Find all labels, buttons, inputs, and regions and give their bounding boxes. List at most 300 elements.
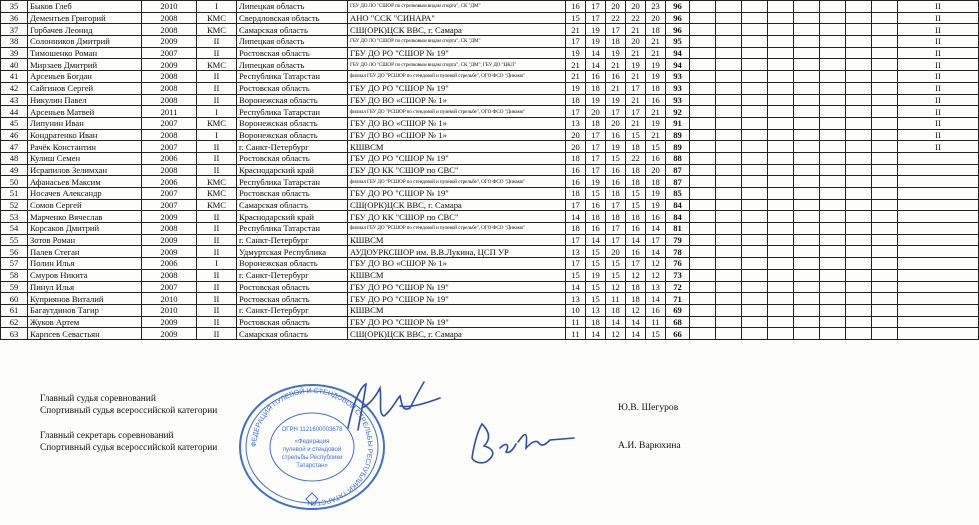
table-row: [1, 106, 979, 118]
seal-center-text-line2: пулевой и стендовой: [282, 447, 342, 453]
series-3-cell: 12: [606, 281, 626, 293]
total-score-cell: 73: [666, 269, 690, 281]
empty-cell: [872, 1, 898, 13]
table-row: [1, 12, 979, 24]
table-row: [1, 117, 979, 129]
region-cell: Республика Татарстан: [237, 71, 348, 83]
organization-cell: филиал ГБУ ДО "РСШОР по стендовой и пулевой стрельбе", ОГО ФСО "Динамо": [348, 176, 566, 188]
sport-rank-cell: II: [197, 246, 237, 258]
sport-rank-cell: I: [197, 106, 237, 118]
series-4-cell: 20: [626, 1, 646, 13]
empty-cell: [794, 129, 820, 141]
sport-rank-cell: КМС: [197, 117, 237, 129]
empty-cell: [794, 36, 820, 48]
empty-cell: [742, 94, 768, 106]
empty-cell: [872, 269, 898, 281]
seal-center-text: «Федерация: [294, 439, 330, 445]
place-cell: 43: [1, 94, 28, 106]
sport-rank-cell: II: [197, 234, 237, 246]
empty-cell: [716, 12, 742, 24]
empty-cell: [846, 47, 872, 59]
region-cell: Ростовская область: [237, 316, 348, 328]
region-cell: г. Санкт-Петербург: [237, 304, 348, 316]
region-cell: Ростовская область: [237, 47, 348, 59]
result-rank-cell: [898, 164, 979, 176]
athlete-name-cell: Корсаков Дмитрий: [28, 223, 142, 235]
table-row: [1, 176, 979, 188]
series-5-cell: 12: [646, 258, 666, 270]
empty-cell: [794, 316, 820, 328]
region-cell: Краснодарский край: [237, 211, 348, 223]
series-5-cell: 14: [646, 223, 666, 235]
series-5-cell: 19: [646, 117, 666, 129]
empty-cell: [768, 71, 794, 83]
empty-cell: [690, 129, 716, 141]
empty-cell: [742, 47, 768, 59]
region-cell: г. Санкт-Петербург: [237, 269, 348, 281]
place-cell: 55: [1, 234, 28, 246]
total-score-cell: 94: [666, 59, 690, 71]
series-4-cell: 18: [626, 176, 646, 188]
empty-cell: [716, 117, 742, 129]
empty-cell: [768, 304, 794, 316]
empty-cell: [768, 176, 794, 188]
empty-cell: [820, 188, 846, 200]
series-3-cell: 17: [606, 106, 626, 118]
empty-cell: [690, 164, 716, 176]
organization-cell: ГБУ ДО РО "СШОР № 19": [348, 281, 566, 293]
athlete-name-cell: Быков Глеб: [28, 1, 142, 13]
empty-cell: [872, 117, 898, 129]
birth-year-cell: 2010: [142, 1, 197, 13]
series-1-cell: 16: [566, 176, 586, 188]
region-cell: Республика Татарстан: [237, 176, 348, 188]
total-score-cell: 91: [666, 117, 690, 129]
empty-cell: [872, 82, 898, 94]
table-row: [1, 47, 979, 59]
empty-cell: [716, 36, 742, 48]
empty-cell: [768, 211, 794, 223]
empty-cell: [742, 211, 768, 223]
birth-year-cell: 2008: [142, 129, 197, 141]
empty-cell: [690, 36, 716, 48]
empty-cell: [872, 328, 898, 340]
sport-rank-cell: КМС: [197, 24, 237, 36]
birth-year-cell: 2009: [142, 36, 197, 48]
chief-judge-name: Ю.В. Шегуров: [618, 402, 679, 413]
organization-cell: филиал ГБУ ДО "РСШОР по стендовой и пулевой стрельбе", ОГО ФСО "Динамо": [348, 106, 566, 118]
total-score-cell: 72: [666, 281, 690, 293]
empty-cell: [690, 281, 716, 293]
series-1-cell: 14: [566, 211, 586, 223]
athlete-name-cell: Марченко Вячеслав: [28, 211, 142, 223]
series-5-cell: 16: [646, 152, 666, 164]
seal-center-text-line4: Татарстан»: [296, 463, 328, 469]
empty-cell: [794, 328, 820, 340]
athlete-name-cell: Сомов Сергей: [28, 199, 142, 211]
place-cell: 61: [1, 304, 28, 316]
result-rank-cell: [898, 199, 979, 211]
empty-cell: [846, 304, 872, 316]
series-5-cell: 15: [646, 328, 666, 340]
empty-cell: [742, 152, 768, 164]
series-1-cell: 10: [566, 304, 586, 316]
empty-cell: [872, 234, 898, 246]
table-row: [1, 269, 979, 281]
series-5-cell: 16: [646, 94, 666, 106]
chief-judge-block: [40, 393, 217, 417]
series-2-cell: 17: [586, 12, 606, 24]
series-4-cell: 18: [626, 141, 646, 153]
series-1-cell: 17: [566, 258, 586, 270]
series-2-cell: 17: [586, 129, 606, 141]
series-1-cell: 18: [566, 223, 586, 235]
empty-cell: [742, 1, 768, 13]
empty-cell: [872, 258, 898, 270]
region-cell: Свердловская область: [237, 12, 348, 24]
result-rank-cell: II: [898, 141, 979, 153]
empty-cell: [820, 129, 846, 141]
empty-cell: [690, 246, 716, 258]
series-4-cell: 20: [626, 36, 646, 48]
series-1-cell: 17: [566, 36, 586, 48]
series-3-cell: 17: [606, 199, 626, 211]
empty-cell: [872, 246, 898, 258]
organization-cell: ГБУ ДО ВО «СШОР № 1»: [348, 117, 566, 129]
series-2-cell: 14: [586, 59, 606, 71]
empty-cell: [820, 211, 846, 223]
empty-cell: [768, 269, 794, 281]
result-rank-cell: II: [898, 1, 979, 13]
organization-cell: ГБУ ДО ЛО "СШОР по стрелковым видам спорта", СК "ДМ", ГБУ ДО "ЦКЛ": [348, 59, 566, 71]
series-1-cell: 17: [566, 199, 586, 211]
birth-year-cell: 2009: [142, 59, 197, 71]
sport-rank-cell: I: [197, 258, 237, 270]
series-3-cell: 17: [606, 234, 626, 246]
empty-cell: [716, 304, 742, 316]
empty-cell: [716, 293, 742, 305]
region-cell: Республика Татарстан: [237, 223, 348, 235]
region-cell: Воронежская область: [237, 129, 348, 141]
empty-cell: [872, 316, 898, 328]
birth-year-cell: 2007: [142, 117, 197, 129]
empty-cell: [846, 141, 872, 153]
table-row: [1, 36, 979, 48]
series-5-cell: 18: [646, 24, 666, 36]
series-2-cell: 18: [586, 316, 606, 328]
sport-rank-cell: II: [197, 141, 237, 153]
sport-rank-cell: I: [197, 1, 237, 13]
series-2-cell: 15: [586, 188, 606, 200]
empty-cell: [846, 223, 872, 235]
athlete-name-cell: Арсеньев Матвей: [28, 106, 142, 118]
series-4-cell: 17: [626, 82, 646, 94]
series-5-cell: 19: [646, 59, 666, 71]
table-row: [1, 211, 979, 223]
organization-cell: ГБУ ДО ЛО "СШОР по стрелковым видам спорта", СК "ДМ": [348, 1, 566, 13]
empty-cell: [690, 47, 716, 59]
series-1-cell: 15: [566, 269, 586, 281]
empty-cell: [768, 129, 794, 141]
series-3-cell: 21: [606, 59, 626, 71]
empty-cell: [716, 281, 742, 293]
region-cell: Липецкая область: [237, 36, 348, 48]
empty-cell: [768, 141, 794, 153]
empty-cell: [820, 258, 846, 270]
results-table-body: [1, 1, 979, 340]
empty-cell: [716, 188, 742, 200]
empty-cell: [794, 246, 820, 258]
athlete-name-cell: Афанасьев Максим: [28, 176, 142, 188]
organization-cell: КШВСМ: [348, 141, 566, 153]
result-rank-cell: II: [898, 106, 979, 118]
empty-cell: [768, 164, 794, 176]
empty-cell: [794, 293, 820, 305]
sport-rank-cell: II: [197, 269, 237, 281]
sport-rank-cell: II: [197, 82, 237, 94]
region-cell: Ростовская область: [237, 281, 348, 293]
empty-cell: [846, 293, 872, 305]
empty-cell: [846, 328, 872, 340]
empty-cell: [846, 1, 872, 13]
empty-cell: [768, 36, 794, 48]
empty-cell: [872, 152, 898, 164]
empty-cell: [690, 316, 716, 328]
series-3-cell: 15: [606, 269, 626, 281]
empty-cell: [716, 246, 742, 258]
empty-cell: [820, 94, 846, 106]
empty-cell: [820, 199, 846, 211]
sport-rank-cell: КМС: [197, 59, 237, 71]
empty-cell: [742, 199, 768, 211]
empty-cell: [768, 234, 794, 246]
empty-cell: [690, 117, 716, 129]
series-1-cell: 13: [566, 246, 586, 258]
result-rank-cell: [898, 223, 979, 235]
empty-cell: [690, 59, 716, 71]
empty-cell: [820, 164, 846, 176]
empty-cell: [690, 152, 716, 164]
empty-cell: [690, 304, 716, 316]
empty-cell: [794, 269, 820, 281]
athlete-name-cell: Пинул Илья: [28, 281, 142, 293]
place-cell: 56: [1, 246, 28, 258]
series-5-cell: 15: [646, 141, 666, 153]
empty-cell: [768, 117, 794, 129]
organization-cell: АНО "ССК "СИНАРА": [348, 12, 566, 24]
series-5-cell: 23: [646, 1, 666, 13]
series-3-cell: 20: [606, 246, 626, 258]
empty-cell: [820, 269, 846, 281]
empty-cell: [846, 176, 872, 188]
birth-year-cell: 2006: [142, 152, 197, 164]
table-row: [1, 281, 979, 293]
organization-cell: ГБУ ДО ВО «СШОР № 1»: [348, 129, 566, 141]
empty-cell: [846, 199, 872, 211]
birth-year-cell: 2010: [142, 304, 197, 316]
series-3-cell: 19: [606, 94, 626, 106]
birth-year-cell: 2009: [142, 246, 197, 258]
organization-cell: ГБУ ДО РО "СШОР № 19": [348, 316, 566, 328]
series-4-cell: 21: [626, 94, 646, 106]
empty-cell: [820, 304, 846, 316]
empty-cell: [872, 141, 898, 153]
empty-cell: [742, 328, 768, 340]
empty-cell: [742, 188, 768, 200]
series-2-cell: 19: [586, 24, 606, 36]
empty-cell: [820, 1, 846, 13]
empty-cell: [716, 129, 742, 141]
table-row: [1, 1, 979, 13]
empty-cell: [690, 176, 716, 188]
series-1-cell: 21: [566, 71, 586, 83]
series-1-cell: 20: [566, 141, 586, 153]
place-cell: 39: [1, 47, 28, 59]
result-rank-cell: [898, 258, 979, 270]
empty-cell: [872, 304, 898, 316]
table-row: [1, 59, 979, 71]
empty-cell: [716, 234, 742, 246]
total-score-cell: 85: [666, 188, 690, 200]
series-4-cell: 18: [626, 281, 646, 293]
series-1-cell: 16: [566, 164, 586, 176]
series-3-cell: 16: [606, 164, 626, 176]
table-row: [1, 152, 979, 164]
result-rank-cell: [898, 304, 979, 316]
series-3-cell: 17: [606, 223, 626, 235]
total-score-cell: 81: [666, 223, 690, 235]
series-1-cell: 11: [566, 328, 586, 340]
table-row: [1, 258, 979, 270]
athlete-name-cell: Жуков Артем: [28, 316, 142, 328]
series-3-cell: 15: [606, 258, 626, 270]
empty-cell: [742, 223, 768, 235]
result-rank-cell: [898, 188, 979, 200]
empty-cell: [872, 36, 898, 48]
series-5-cell: 21: [646, 47, 666, 59]
empty-cell: [794, 304, 820, 316]
empty-cell: [716, 106, 742, 118]
result-rank-cell: [898, 316, 979, 328]
result-rank-cell: [898, 328, 979, 340]
seal-center-text-line3: стрельбы Республики: [281, 455, 343, 461]
region-cell: Республика Татарстан: [237, 106, 348, 118]
series-4-cell: 21: [626, 117, 646, 129]
series-4-cell: 16: [626, 223, 646, 235]
empty-cell: [768, 106, 794, 118]
series-5-cell: 19: [646, 199, 666, 211]
series-3-cell: 16: [606, 129, 626, 141]
series-2-cell: 19: [586, 36, 606, 48]
empty-cell: [846, 129, 872, 141]
empty-cell: [872, 94, 898, 106]
organization-cell: ГБУ ДО РО "СШОР № 19": [348, 293, 566, 305]
series-5-cell: 20: [646, 12, 666, 24]
series-3-cell: 18: [606, 188, 626, 200]
total-score-cell: 89: [666, 129, 690, 141]
table-row: [1, 164, 979, 176]
empty-cell: [872, 71, 898, 83]
empty-cell: [742, 129, 768, 141]
empty-cell: [846, 258, 872, 270]
series-3-cell: 18: [606, 211, 626, 223]
organization-cell: филиал ГБУ ДО "РСШОР по стендовой и пулевой стрельбе", ОГО ФСО "Динамо": [348, 223, 566, 235]
empty-cell: [768, 199, 794, 211]
sport-rank-cell: II: [197, 211, 237, 223]
chief-judge-signature: [340, 378, 450, 438]
place-cell: 40: [1, 59, 28, 71]
total-score-cell: 96: [666, 12, 690, 24]
empty-cell: [690, 328, 716, 340]
organization-cell: СШ(ОРК)ЦСК ВВС, г. Самара: [348, 24, 566, 36]
empty-cell: [846, 316, 872, 328]
series-4-cell: 22: [626, 152, 646, 164]
empty-cell: [794, 223, 820, 235]
total-score-cell: 93: [666, 82, 690, 94]
empty-cell: [742, 316, 768, 328]
series-5-cell: 19: [646, 71, 666, 83]
seal-ogrn: ОГРН 1121600003678: [281, 427, 343, 433]
result-rank-cell: [898, 152, 979, 164]
empty-cell: [872, 223, 898, 235]
result-rank-cell: [898, 281, 979, 293]
empty-cell: [794, 1, 820, 13]
athlete-name-cell: Исрапилов Зелимхан: [28, 164, 142, 176]
empty-cell: [742, 246, 768, 258]
series-2-cell: 15: [586, 281, 606, 293]
total-score-cell: 92: [666, 106, 690, 118]
empty-cell: [690, 71, 716, 83]
empty-cell: [742, 82, 768, 94]
region-cell: Воронежская область: [237, 258, 348, 270]
empty-cell: [716, 1, 742, 13]
table-row: [1, 234, 979, 246]
organization-cell: КШВСМ: [348, 304, 566, 316]
series-4-cell: 19: [626, 59, 646, 71]
empty-cell: [768, 1, 794, 13]
place-cell: 47: [1, 141, 28, 153]
series-5-cell: 13: [646, 281, 666, 293]
empty-cell: [872, 47, 898, 59]
table-row: [1, 223, 979, 235]
result-rank-cell: II: [898, 36, 979, 48]
athlete-name-cell: Мирзаев Дмитрий: [28, 59, 142, 71]
empty-cell: [846, 36, 872, 48]
series-2-cell: 17: [586, 1, 606, 13]
series-2-cell: 14: [586, 47, 606, 59]
place-cell: 36: [1, 12, 28, 24]
series-1-cell: 18: [566, 152, 586, 164]
place-cell: 48: [1, 152, 28, 164]
series-5-cell: 18: [646, 176, 666, 188]
organization-cell: СШ(ОРК)ЦСК ВВС, г. Самара: [348, 328, 566, 340]
empty-cell: [794, 106, 820, 118]
empty-cell: [846, 24, 872, 36]
birth-year-cell: 2008: [142, 82, 197, 94]
empty-cell: [820, 71, 846, 83]
empty-cell: [690, 1, 716, 13]
empty-cell: [820, 176, 846, 188]
empty-cell: [742, 281, 768, 293]
empty-cell: [716, 199, 742, 211]
empty-cell: [872, 211, 898, 223]
empty-cell: [794, 199, 820, 211]
series-3-cell: 22: [606, 12, 626, 24]
result-rank-cell: II: [898, 47, 979, 59]
empty-cell: [742, 304, 768, 316]
series-3-cell: 20: [606, 1, 626, 13]
empty-cell: [846, 117, 872, 129]
